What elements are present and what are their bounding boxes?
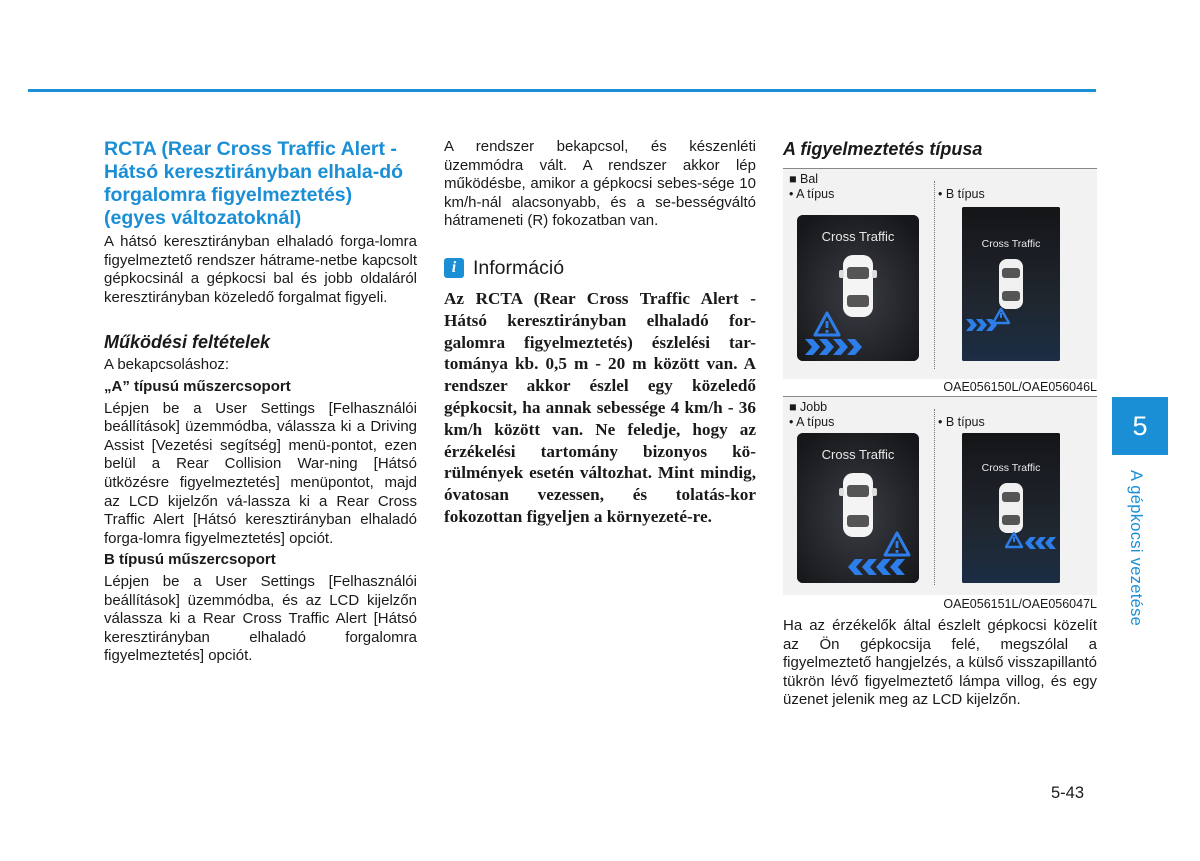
info-text: Az RCTA (Rear Cross Traffic Alert - Hátsó keresztirányban elhaladó for-galomra figyelmeztetés) észlelési tar-tománya kb. 0,5 m - 20 m között van. A rendszer akkor észlel egy közeledő gépkocsit, ha annak sebessége 4 km/h - 36 km/h között van. Ne feledje, hogy az érzékelési tartomány bizonyos kö-rülmények esetén változhat. Mint mindig, óvatosan vezessen, és tolatás-kor fokozottan figyeljen a környezeté-re. [444, 288, 756, 526]
figure-type-b-label: • B típus [938, 187, 985, 201]
figure-side-label: ■ Bal [789, 172, 819, 186]
warning-description: Ha az érzékelők által észlelt gépkocsi közelít az Ön gépkocsija felé, megszólal a figyelmeztető hangjelzés, a külső visszapillantó tükrön lévő figyelmeztető lámpa villog, és egy üzenet jelenik meg az LCD kijelzőn. [783, 617, 1097, 709]
figure-type-a-label: • A típus [789, 415, 835, 429]
intro-paragraph: A hátsó keresztirányban elhaladó forga-lomra figyelmeztető rendszer hátrame-netbe kapcsolt gépkocsinál a gépkocsi bal és jobb oldaláról keresztirányban közeledő forgalmat figyeli. [104, 233, 417, 306]
display-type-a [797, 433, 919, 583]
display-type-b [962, 207, 1060, 361]
car-icon [999, 483, 1023, 533]
display-type-b [962, 433, 1060, 583]
warning-type-heading: A figyelmeztetés típusa [783, 139, 983, 159]
display-type-a [797, 215, 919, 361]
activation-paragraph: A rendszer bekapcsol, és készenléti üzemmódra vált. A rendszer akkor lép működésbe, amikor a gépkocsi sebes-sége 10 km/h-nál alacsonyabb, és a se-bességváltó hátrameneti (R) fokozatban van. [444, 138, 756, 230]
figure-divider [934, 409, 935, 585]
info-header [444, 257, 756, 280]
type-b-text: Lépjen be a User Settings [Felhasználói beállítások] üzemmódba, és az LCD kijelzőn válassza ki a Rear Cross Traffic Alert [Hátsó keresztirányban elhaladó forgalomra figyelmeztetés] opciót. [104, 572, 417, 665]
top-rule [28, 89, 1096, 92]
type-b-heading: B típusú műszercsoport [104, 551, 276, 569]
enable-text: A bekapcsoláshoz: [104, 356, 230, 374]
conditions-heading: Működési feltételek [104, 332, 271, 353]
figure-left-warning [783, 168, 1097, 379]
column-right [783, 138, 1097, 160]
figure-divider [934, 181, 935, 369]
section-title: RCTA (Rear Cross Traffic Alert - Hátsó keresztirányban elhala-dó forgalomra figyelmeztetés) (egyes változatoknál) [104, 138, 404, 229]
chapter-title: A gépkocsi vezetése [1127, 470, 1145, 627]
figure-caption: OAE056151L/OAE056047L [943, 597, 1097, 611]
warning-description-block [783, 617, 1097, 710]
screen-text: Cross Traffic [821, 447, 895, 462]
screen-text: Cross Traffic [981, 238, 1041, 250]
figure-side-label: ■ Jobb [789, 400, 828, 414]
car-icon [839, 473, 877, 537]
info-icon: i [444, 258, 464, 278]
type-a-text: Lépjen be a User Settings [Felhasználói beállítások] üzemmódba, válassza ki a Driving Assist [Vezetési segítség] menü-pontot, ezen belül a Rear Collision War-ning [Hátsó ütközésre figyelmeztetés] menüpontot, majd az LCD kijelzőn vá-lassza ki a Rear Cross Traffic Alert [Hátsó keresztirányban elhaladó forga-lomra figyelmeztetés] opciót. [104, 399, 417, 547]
figure-caption: OAE056150L/OAE056046L [943, 380, 1097, 394]
chapter-tab: 5 [1112, 397, 1168, 455]
info-title: Információ [473, 256, 565, 279]
page-number: 5-43 [1051, 784, 1085, 802]
figure-type-b-label: • B típus [938, 415, 985, 429]
screen-text: Cross Traffic [981, 462, 1041, 474]
car-icon [839, 255, 877, 317]
column-left [104, 138, 417, 666]
column-middle [444, 138, 756, 528]
screen-text: Cross Traffic [821, 229, 895, 244]
figure-right-warning [783, 396, 1097, 595]
type-a-heading: „A” típusú műszercsoport [104, 377, 291, 395]
car-icon [999, 259, 1023, 309]
figure-type-a-label: • A típus [789, 187, 835, 201]
